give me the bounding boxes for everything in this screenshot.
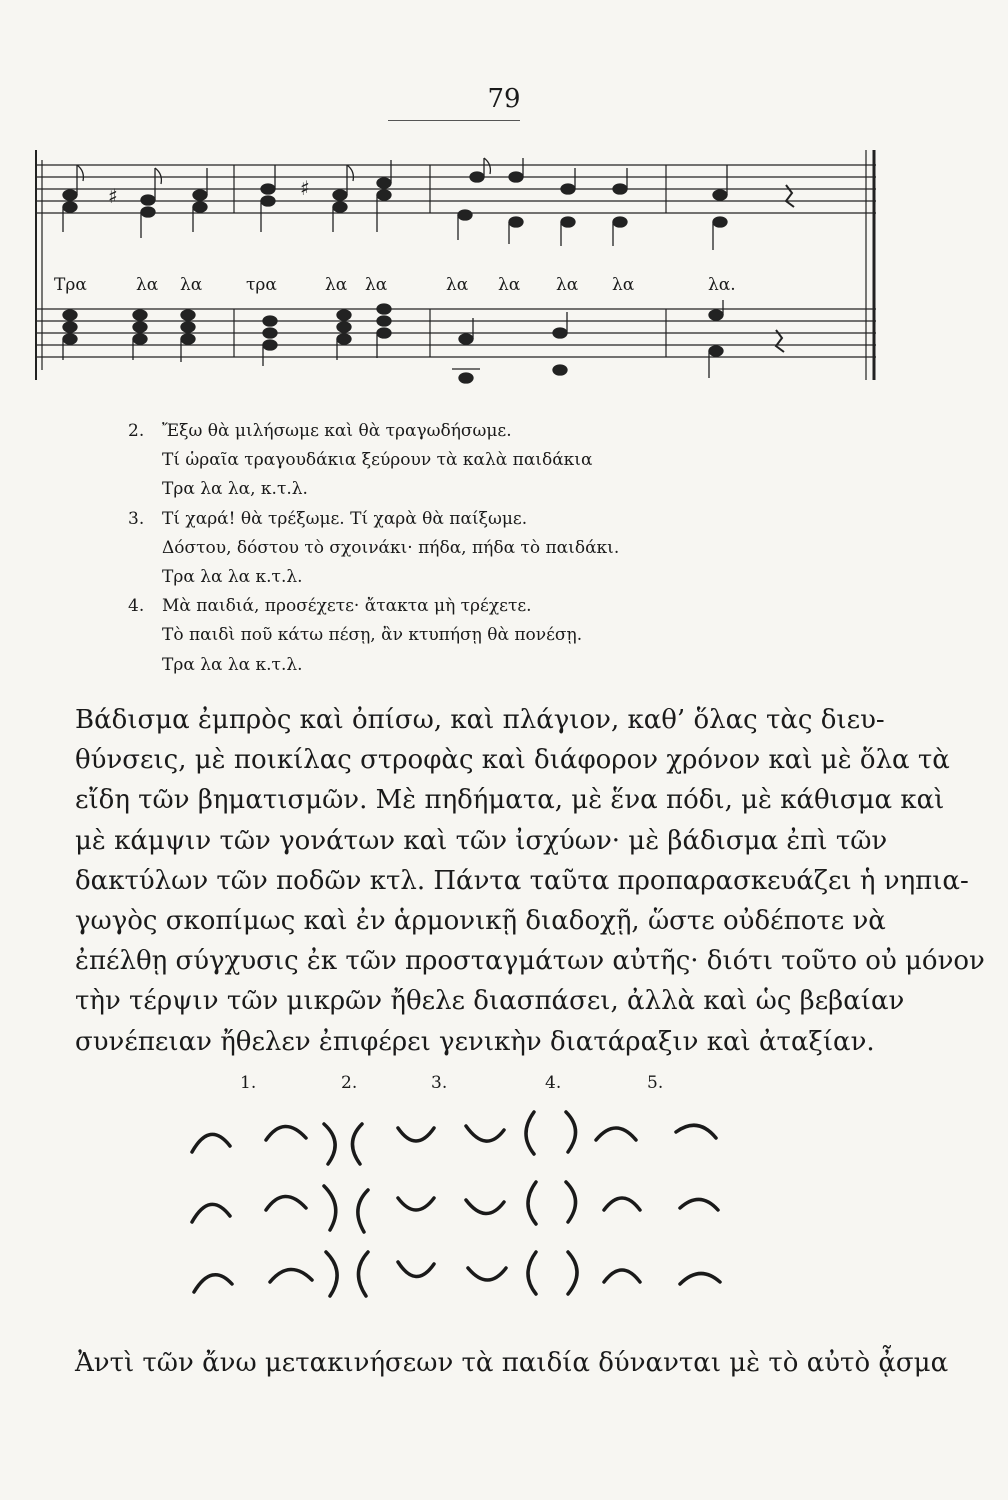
movement-row — [192, 1182, 718, 1232]
movement-label: 4. — [545, 1073, 562, 1093]
syllable: λα — [498, 275, 521, 295]
syllable: τρα — [246, 275, 277, 295]
verse-text: Τὸ παιδὶ ποῦ κάτω πέσῃ, ἂν κτυπήσῃ θὰ πονέσῃ. — [162, 625, 583, 646]
verse-number: 4. — [128, 596, 145, 617]
movement-row — [194, 1252, 720, 1296]
paragraph-line: εἴδη τῶν βηματισμῶν. Μὲ πηδήματα, μὲ ἕνα πόδι, μὲ κάθισμα καὶ — [75, 785, 945, 816]
movement-label: 5. — [647, 1073, 664, 1093]
paragraph-line: Βάδισμα ἐμπρὸς καὶ ὀπίσω, καὶ πλάγιον, καθ’ ὅλας τὰς διευ- — [75, 705, 885, 735]
paragraph-line: δακτύλων τῶν ποδῶν κτλ. Πάντα ταῦτα προπαρασκευάζει ἡ νηπια- — [75, 865, 969, 896]
syllable: λα — [446, 275, 469, 295]
verse-number: 3. — [128, 508, 145, 529]
movement-label: 3. — [431, 1073, 448, 1093]
paragraph-line: ἐπέλθῃ σύγχυσις ἐκ τῶν προσταγμάτων αὐτῆς· διότι τοῦτο οὐ μόνον — [75, 946, 985, 977]
svg-text:♯: ♯ — [300, 176, 310, 200]
verse-text: Τρα λα λα, κ.τ.λ. — [162, 479, 308, 500]
paragraph-line: θύνσεις, μὲ ποικίλας στροφὰς καὶ διάφορον χρόνον καὶ μὲ ὅλα τὰ — [75, 745, 950, 776]
syllable: λα — [325, 275, 348, 295]
syllable: Τρα — [54, 275, 87, 295]
syllable: λα — [180, 275, 203, 295]
verse-text: Ἔξω θὰ μιλήσωμε καὶ θὰ τραγωδήσωμε. — [162, 421, 512, 441]
paragraph-line: μὲ κάμψιν τῶν γονάτων καὶ τῶν ἰσχύων· μὲ βάδισμα ἐπὶ τῶν — [75, 825, 888, 856]
syllable: λα — [612, 275, 635, 295]
paragraph-line: συνέπειαν ἤθελεν ἐπιφέρει γενικὴν διατάραξιν καὶ ἀταξίαν. — [75, 1026, 875, 1057]
verse-text: Τί ὡραῖα τραγουδάκια ξεύρουν τὰ καλὰ παιδάκια — [162, 450, 593, 471]
verse-text: Μὰ παιδιά, προσέχετε· ἄτακτα μὴ τρέχετε. — [162, 596, 532, 617]
paragraph-line: τὴν τέρψιν τῶν μικρῶν ἤθελε διασπάσει, ἀλλὰ καὶ ὡς βεβαίαν — [75, 986, 905, 1017]
verse-text: Τρα λα λα κ.τ.λ. — [162, 654, 303, 675]
verse-text: Τί χαρά! θὰ τρέξωμε. Τί χαρὰ θὰ παίξωμε. — [162, 508, 528, 529]
movement-row — [192, 1112, 716, 1164]
final-line: Ἀντὶ τῶν ἄνω μετακινήσεων τὰ παιδία δύνανται μὲ τὸ αὐτὸ ᾆσμα — [75, 1348, 949, 1378]
verse-text: Τρα λα λα κ.τ.λ. — [162, 567, 303, 588]
paragraph-line: γωγὸς σκοπίμως καὶ ἐν ἁρμονικῇ διαδοχῇ, ὥστε οὐδέποτε νὰ — [75, 906, 886, 937]
verse-number: 2. — [128, 421, 145, 441]
verse-text: Δόστου, δόστου τὸ σχοινάκι· πήδα, πήδα τὸ παιδάκι. — [162, 537, 620, 558]
svg-text:♯: ♯ — [108, 184, 118, 208]
syllable: λα. — [708, 275, 736, 295]
syllable: λα — [365, 275, 388, 295]
syllable: λα — [556, 275, 579, 295]
movement-label: 1. — [240, 1073, 257, 1093]
syllable: λα — [136, 275, 159, 295]
movement-label: 2. — [341, 1073, 358, 1093]
page-number: 79 — [487, 84, 521, 114]
